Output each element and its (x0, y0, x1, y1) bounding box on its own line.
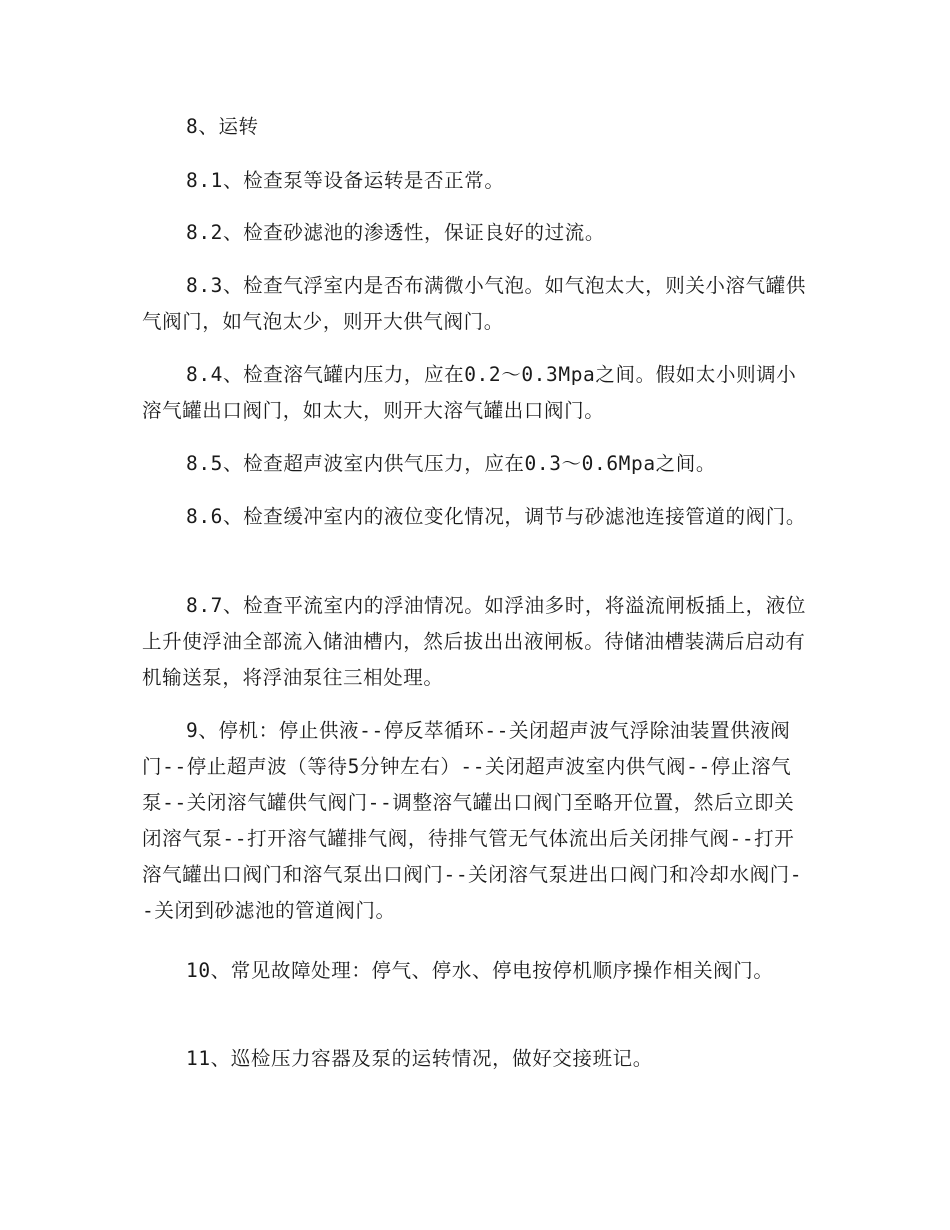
paragraph-8-3: 8.3、检查气浮室内是否布满微小气泡。如气泡太大，则关小溶气罐供气阀门，如气泡太少，则开大供气阀门。 (142, 274, 806, 333)
paragraph-8-2: 8.2、检查砂滤池的渗透性，保证良好的过流。 (186, 221, 605, 244)
paragraph-11-inspection: 11、巡检压力容器及泵的运转情况，做好交接班记。 (186, 1047, 653, 1070)
paragraph-10-faults: 10、常见故障处理：停气、停水、停电按停机顺序操作相关阀门。 (186, 959, 774, 982)
paragraph-8-1: 8.1、检查泵等设备运转是否正常。 (186, 169, 505, 192)
paragraph-8-6: 8.6、检查缓冲室内的液位变化情况，调节与砂滤池连接管道的阀门。 (186, 505, 806, 528)
heading-8-operation: 8、运转 (186, 115, 259, 138)
paragraph-8-5: 8.5、检查超声波室内供气压力，应在0.3～0.6Mpa之间。 (186, 452, 716, 475)
paragraph-8-4: 8.4、检查溶气罐内压力，应在0.2～0.3Mpa之间。假如太小则调小溶气罐出口阀门，如太大，则开大溶气罐出口阀门。 (142, 363, 797, 422)
paragraph-8-7: 8.7、检查平流室内的浮油情况。如浮油多时，将溢流闸板插上，液位上升使浮油全部流入储油槽内，然后拔出出液闸板。待储油槽装满后启动有机输送泵，将浮油泵往三相处理。 (142, 594, 806, 689)
paragraph-9-shutdown: 9、停机：停止供液--停反萃循环--关闭超声波气浮除油装置供液阀门--停止超声波（等待5分钟左右）--关闭超声波室内供气阀--停止溶气泵--关闭溶气罐供气阀门--调整溶气罐出口阀门至略开位置，然后立即关闭溶气泵--打开溶气罐排气阀，待排气管无气体流出后关闭排气阀--打开溶气罐出口阀门和溶气泵出口阀门--关闭溶气泵进出口阀门和冷却水阀门--关闭到砂滤池的管道阀门。 (142, 719, 803, 922)
